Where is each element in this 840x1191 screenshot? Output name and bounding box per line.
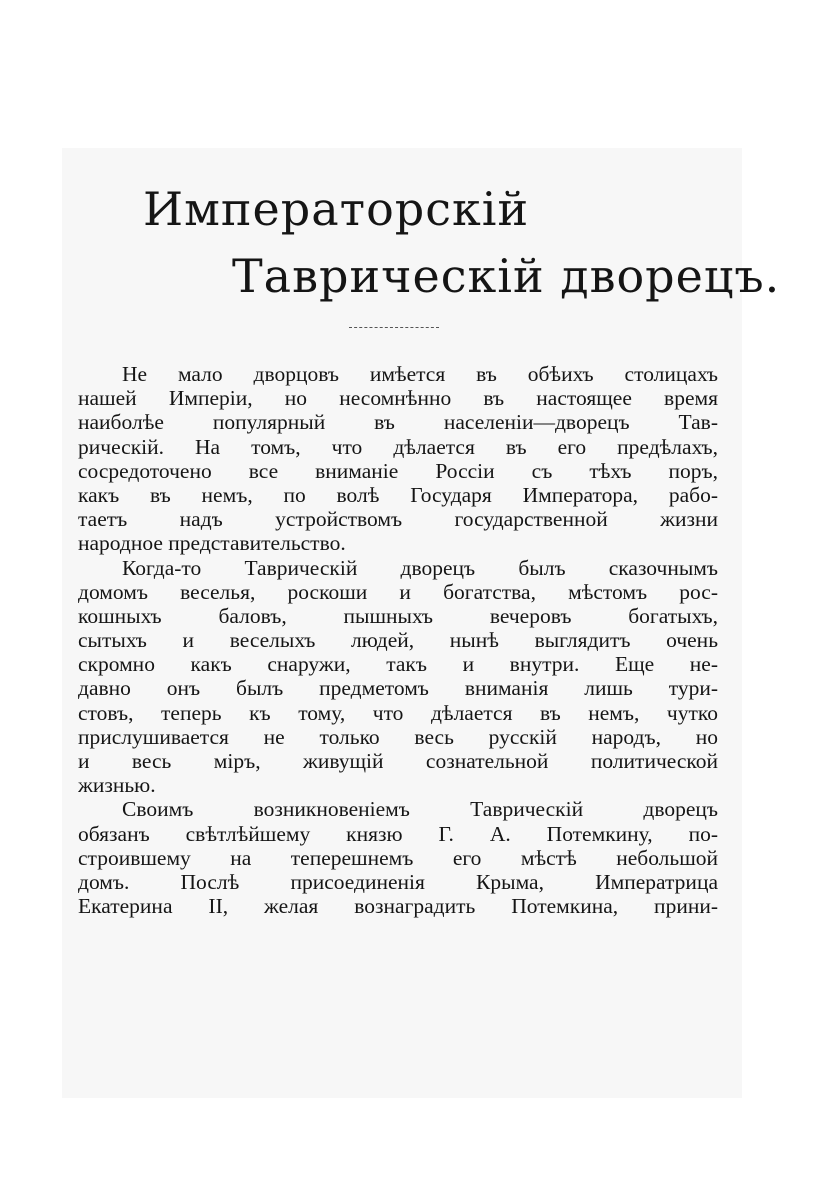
body-text (78, 362, 718, 919)
title-line-1: Императорскій (143, 182, 530, 236)
text-line: рическій. На томъ, что дѣлается въ его предѣлахъ, (78, 434, 718, 459)
text-line: жизнью. (78, 773, 156, 798)
text-line: строившему на теперешнемъ его мѣстѣ небольшой (78, 845, 718, 870)
text-line: давно онъ былъ предметомъ вниманія лишь тури- (78, 676, 718, 701)
text-line: Екатерина II, желая вознаградить Потемкина, прини- (78, 894, 718, 919)
text-line: Когда-то Таврическій дворецъ былъ сказочнымъ (122, 555, 718, 580)
text-line: сосредоточено все вниманіе Россіи съ тѣхъ поръ, (78, 458, 718, 483)
paragraph-3 (78, 797, 718, 919)
text-line: нашей Имперіи, но несомнѣнно въ настоящее время (78, 386, 718, 411)
paragraph-1 (78, 362, 718, 556)
text-line: домомъ веселья, роскоши и богатства, мѣстомъ рос- (78, 579, 718, 604)
title-divider (349, 327, 439, 328)
text-line: сытыхъ и веселыхъ людей, нынѣ выглядитъ очень (78, 628, 718, 653)
title-line-2: Таврическій дворецъ. (232, 249, 781, 303)
text-line: и весь міръ, живущій сознательной политической (78, 749, 718, 773)
text-line: какъ въ немъ, по волѣ Государя Императора, рабо- (78, 482, 718, 507)
text-line: скромно какъ снаружи, такъ и внутри. Еще не- (78, 652, 718, 677)
text-line: домъ. Послѣ присоединенія Крыма, Императрица (78, 869, 718, 894)
paragraph-2 (78, 555, 718, 798)
text-line: таетъ надъ устройствомъ государственной жизни (78, 507, 718, 532)
text-line: кошныхъ баловъ, пышныхъ вечеровъ богатыхъ, (78, 603, 718, 628)
text-line: наиболѣе популярный въ населеніи—дворецъ Тав- (78, 410, 718, 435)
text-line: Не мало дворцовъ имѣется въ обѣихъ столицахъ (122, 362, 718, 386)
text-line: народное представительство. (78, 531, 346, 556)
text-line: стовъ, теперь къ тому, что дѣлается въ немъ, чутко (78, 700, 718, 725)
text-line: прислушивается не только весь русскій народъ, но (78, 724, 718, 749)
text-line: Своимъ возникновеніемъ Таврическій дворецъ (122, 797, 718, 822)
text-line: обязанъ свѣтлѣйшему князю Г. А. Потемкину, по- (78, 821, 718, 846)
